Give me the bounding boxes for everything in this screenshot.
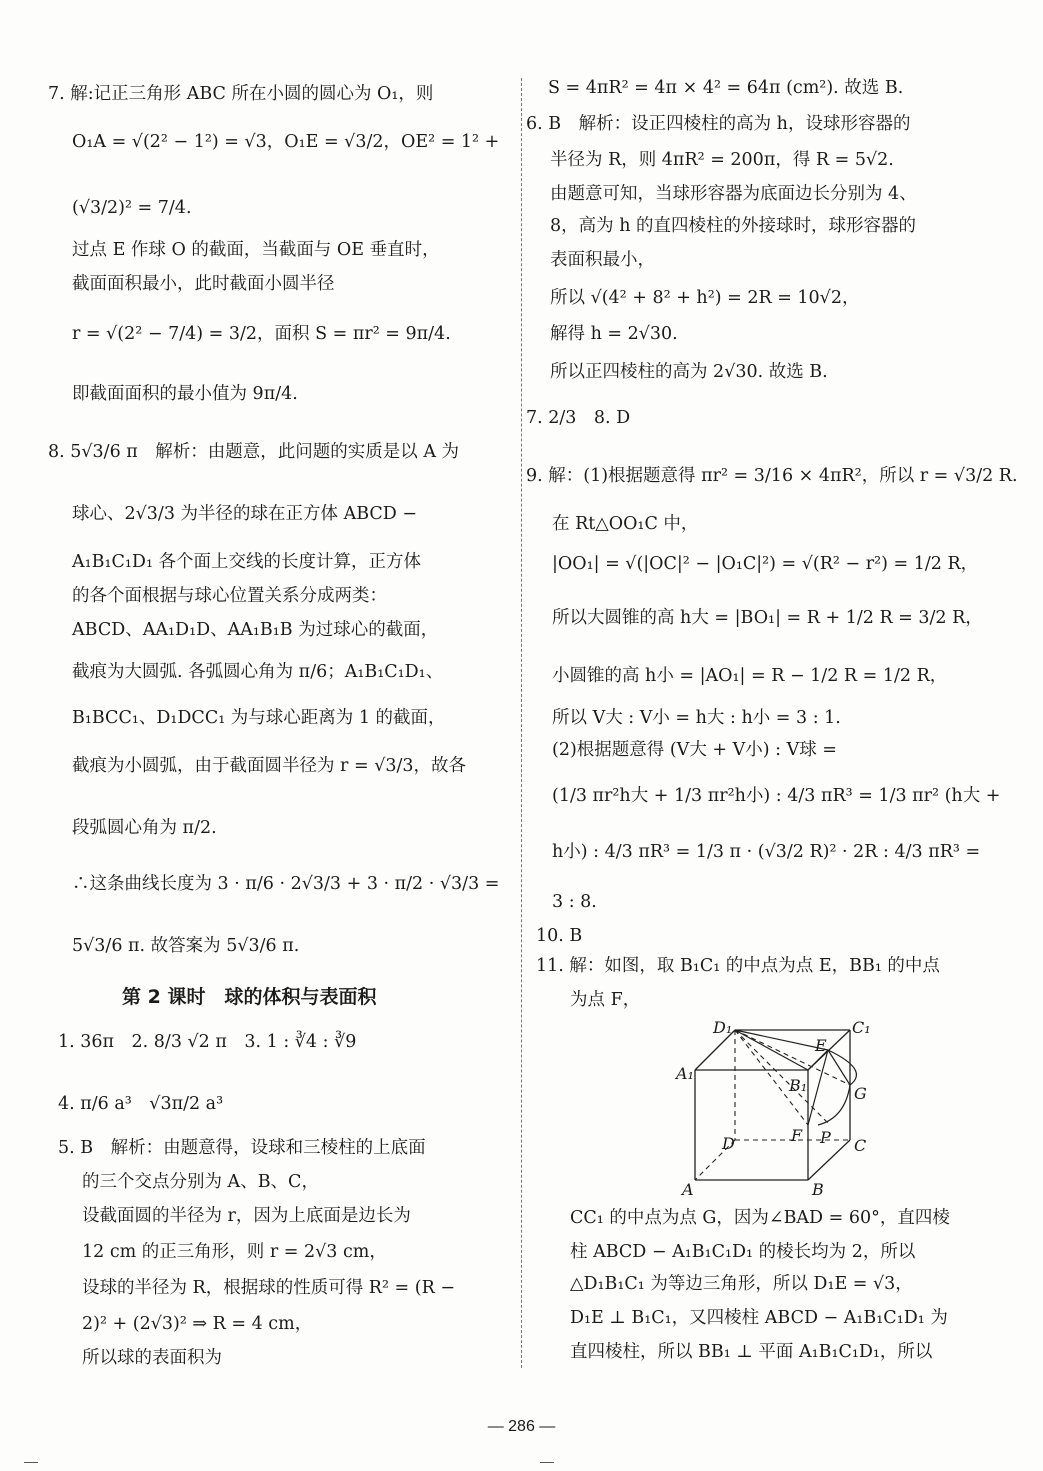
figure-label-d1: D₁	[713, 1018, 733, 1037]
text-line: 截面面积最小，此时截面小圆半径	[72, 274, 335, 294]
figure-label-b1: B₁	[789, 1076, 808, 1095]
text-line: S = 4πR² = 4π × 4² = 64π (cm²). 故选 B.	[548, 78, 904, 98]
text-line: (1/3 πr²h大 + 1/3 πr²h小) : 4/3 πR³ = 1/3 πr² (h大 +	[552, 786, 1001, 806]
text-line: 的各个面根据与球心位置关系分成两类：	[72, 586, 387, 606]
text-line: (√3/2)² = 7/4.	[72, 198, 192, 218]
text-line: 12 cm 的正三角形，则 r = 2√3 cm，	[82, 1242, 387, 1262]
text-line: h小) : 4/3 πR³ = 1/3 π · (√3/2 R)² · 2R : 4/3 πR³ =	[552, 842, 981, 862]
figure-label-c: C	[854, 1136, 867, 1155]
text-line: 7. 2/3 8. D	[526, 408, 631, 428]
text-line: CC₁ 的中点为点 G，因为∠BAD = 60°，直四棱	[570, 1208, 950, 1228]
text-line: 段弧圆心角为 π/2.	[72, 818, 217, 838]
text-line: 10. B	[536, 926, 583, 946]
text-line: (2)根据题意得 (V大 + V小) : V球 =	[552, 740, 837, 760]
text-line: △D₁B₁C₁ 为等边三角形，所以 D₁E = √3，	[570, 1274, 913, 1294]
text-line: 的三个交点分别为 A、B、C，	[82, 1172, 319, 1192]
text-line: B₁BCC₁、D₁DCC₁ 为与球心距离为 1 的截面，	[72, 708, 446, 728]
text-line: 8，高为 h 的直四棱柱的外接球时，球形容器的	[550, 216, 917, 236]
text-line: ABCD、AA₁D₁D、AA₁B₁B 为过球心的截面，	[72, 620, 439, 640]
figure-label-e: E	[815, 1036, 827, 1055]
text-line: 5. B 解析：由题意得，设球和三棱柱的上底面	[58, 1138, 426, 1158]
prism-figure	[660, 1010, 880, 1200]
text-line: 柱 ABCD − A₁B₁C₁D₁ 的棱长均为 2，所以	[570, 1242, 916, 1262]
text-line: 设截面圆的半径为 r，因为上底面是边长为	[82, 1206, 411, 1226]
text-line: 即截面面积的最小值为 9π/4.	[72, 384, 298, 404]
text-line: 小圆锥的高 h小 = |AO₁| = R − 1/2 R = 1/2 R，	[552, 666, 948, 686]
text-line: 半径为 R，则 4πR² = 200π，得 R = 5√2.	[550, 150, 894, 170]
page-number: — 286 —	[487, 1418, 556, 1435]
text-line: 3 : 8.	[552, 892, 597, 912]
text-line: 设球的半径为 R，根据球的性质可得 R² = (R −	[82, 1278, 456, 1298]
text-line: 8. 5√3/6 π 解析：由题意，此问题的实质是以 A 为	[48, 442, 460, 462]
text-line: 截痕为小圆弧，由于截面圆半径为 r = √3/3，故各	[72, 756, 467, 776]
text-line: O₁A = √(2² − 1²) = √3，O₁E = √3/2，OE² = 1² +	[72, 132, 500, 152]
text-line: 截痕为大圆弧. 各弧圆心角为 π/6；A₁B₁C₁D₁、	[72, 662, 444, 682]
text-line: 5√3/6 π. 故答案为 5√3/6 π.	[72, 936, 300, 956]
text-line: 过点 E 作球 O 的截面，当截面与 OE 垂直时，	[72, 240, 440, 260]
text-line: 直四棱柱，所以 BB₁ ⊥ 平面 A₁B₁C₁D₁，所以	[570, 1342, 933, 1362]
figure-label-f: F	[791, 1126, 803, 1145]
text-line: 2)² + (2√3)² ⇒ R = 4 cm，	[82, 1314, 313, 1334]
figure-label-g: G	[854, 1084, 867, 1103]
text-line: 所以正四棱柱的高为 2√30. 故选 B.	[550, 362, 828, 382]
center-mark	[540, 1462, 554, 1463]
text-line: 11. 解：如图，取 B₁C₁ 的中点为点 E，BB₁ 的中点	[536, 956, 940, 976]
figure-label-a: A	[682, 1180, 694, 1199]
text-line: 在 Rt△OO₁C 中，	[552, 514, 699, 534]
text-line: 所以 V大 : V小 = h大 : h小 = 3 : 1.	[552, 708, 841, 728]
corner-mark	[24, 1462, 38, 1463]
section-heading: 第 2 课时 球的体积与表面积	[122, 986, 377, 1008]
text-line: 9. 解：(1)根据题意得 πr² = 3/16 × 4πR²，所以 r = √3/2 R.	[526, 466, 1018, 486]
text-line: 7. 解:记正三角形 ABC 所在小圆的圆心为 O₁，则	[48, 84, 434, 104]
text-line: 4. π/6 a³ √3π/2 a³	[58, 1094, 224, 1114]
text-line: ∴这条曲线长度为 3 · π/6 · 2√3/3 + 3 · π/2 · √3/3 =	[72, 874, 500, 894]
figure-label-p: P	[820, 1128, 831, 1147]
column-divider	[521, 78, 522, 1368]
text-line: r = √(2² − 7/4) = 3/2，面积 S = πr² = 9π/4.	[72, 324, 451, 344]
text-line: 所以球的表面积为	[82, 1348, 222, 1368]
text-line: 所以 √(4² + 8² + h²) = 2R = 10√2，	[550, 288, 860, 308]
figure-label-a1: A₁	[676, 1064, 694, 1083]
text-line: 6. B 解析：设正四棱柱的高为 h，设球形容器的	[526, 114, 911, 134]
text-line: D₁E ⊥ B₁C₁，又四棱柱 ABCD − A₁B₁C₁D₁ 为	[570, 1308, 948, 1328]
figure-label-d: D	[722, 1134, 735, 1153]
text-line: 为点 F，	[570, 990, 641, 1010]
text-line: 解得 h = 2√30.	[550, 324, 678, 344]
text-line: 1. 36π 2. 8/3 √2 π 3. 1 : ∛4 : ∛9	[58, 1032, 357, 1052]
text-line: 球心、2√3/3 为半径的球在正方体 ABCD −	[72, 504, 418, 524]
figure-label-c1: C₁	[852, 1018, 871, 1037]
text-line: A₁B₁C₁D₁ 各个面上交线的长度计算，正方体	[72, 552, 422, 572]
text-line: |OO₁| = √(|OC|² − |O₁C|²) = √(R² − r²) = 1/2 R，	[552, 554, 979, 574]
figure-label-b: B	[812, 1180, 824, 1199]
text-line: 由题意可知，当球形容器为底面边长分别为 4、	[550, 184, 917, 204]
text-line: 表面积最小，	[550, 250, 655, 270]
text-line: 所以大圆锥的高 h大 = |BO₁| = R + 1/2 R = 3/2 R，	[552, 608, 983, 628]
